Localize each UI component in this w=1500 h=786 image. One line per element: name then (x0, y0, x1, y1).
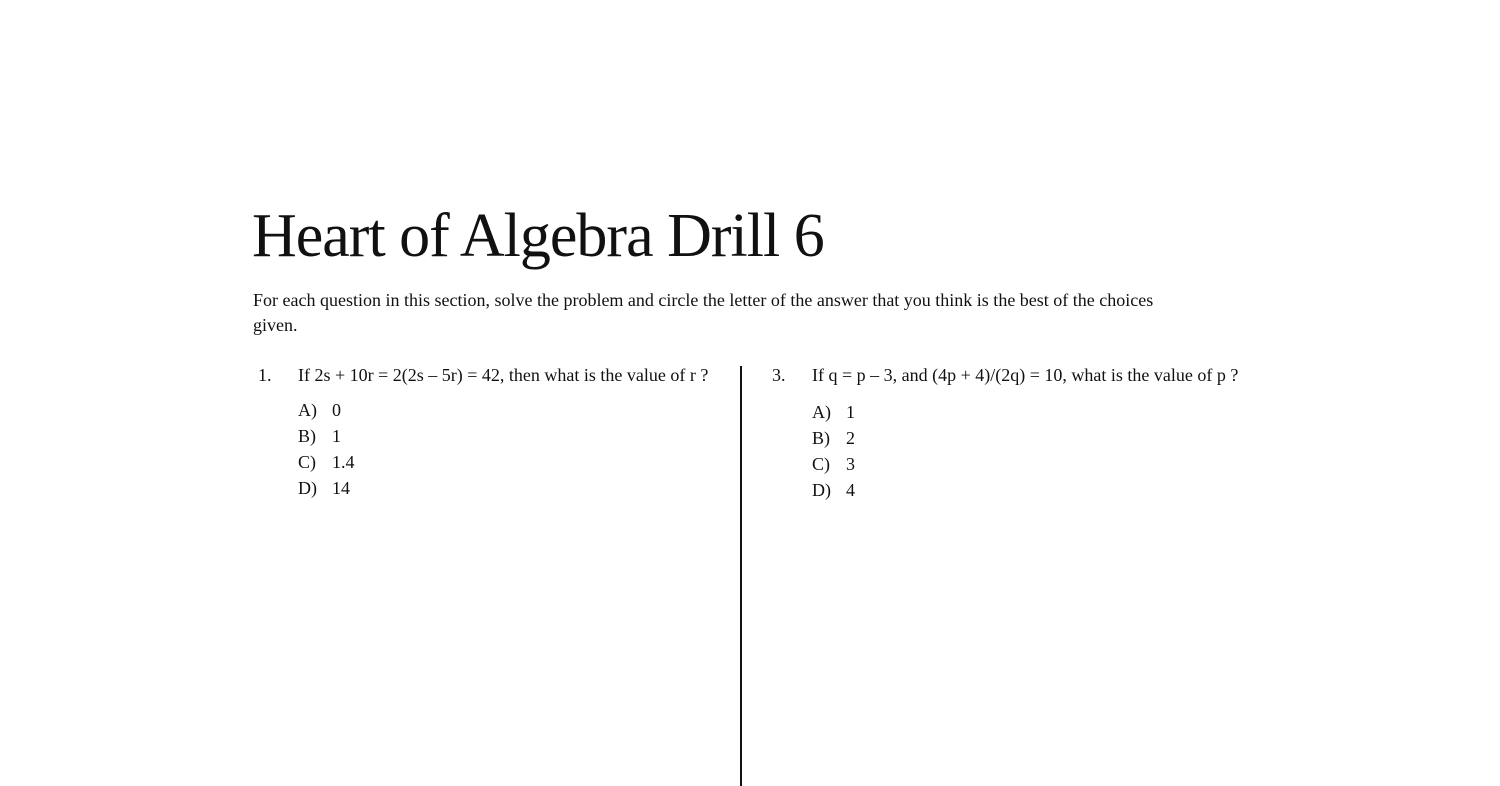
choice-value: 14 (332, 478, 350, 498)
choice-letter: A) (298, 400, 317, 420)
choice-value: 2 (846, 428, 855, 448)
choice-letter: C) (812, 454, 830, 474)
question-3 (772, 363, 1242, 503)
question-3-text: If q = p – 3, and (4p + 4)/(2q) = 10, what is the value of p ? (812, 365, 1239, 385)
question-1-number: 1. (258, 365, 272, 385)
question-3-number: 3. (772, 365, 786, 385)
question-3-stem (772, 363, 1242, 388)
question-1-choices (298, 397, 718, 501)
choice-letter: B) (298, 426, 316, 446)
choice-value: 4 (846, 480, 855, 500)
instructions-text: For each question in this section, solve the problem and circle the letter of the answer that you think is the best of the choices given. (253, 290, 1154, 335)
choice-value: 3 (846, 454, 855, 474)
answer-choice[interactable] (812, 451, 1242, 477)
answer-choice[interactable] (298, 475, 718, 501)
answer-choice[interactable] (298, 449, 718, 475)
choice-value: 1 (332, 426, 341, 446)
answer-choice[interactable] (298, 397, 718, 423)
page-title: Heart of Algebra Drill 6 (252, 202, 824, 270)
choice-letter: D) (812, 480, 831, 500)
choice-value: 1 (846, 402, 855, 422)
question-1-stem (258, 363, 718, 388)
choice-value: 0 (332, 400, 341, 420)
choice-letter: C) (298, 452, 316, 472)
answer-choice[interactable] (298, 423, 718, 449)
choice-letter: B) (812, 428, 830, 448)
choice-letter: D) (298, 478, 317, 498)
choice-letter: A) (812, 402, 831, 422)
question-3-choices (812, 399, 1242, 503)
question-1 (258, 363, 718, 501)
answer-choice[interactable] (812, 399, 1242, 425)
choice-value: 1.4 (332, 452, 355, 472)
column-divider (740, 366, 742, 786)
answer-choice[interactable] (812, 477, 1242, 503)
answer-choice[interactable] (812, 425, 1242, 451)
question-1-text: If 2s + 10r = 2(2s – 5r) = 42, then what is the value of r ? (298, 365, 709, 385)
